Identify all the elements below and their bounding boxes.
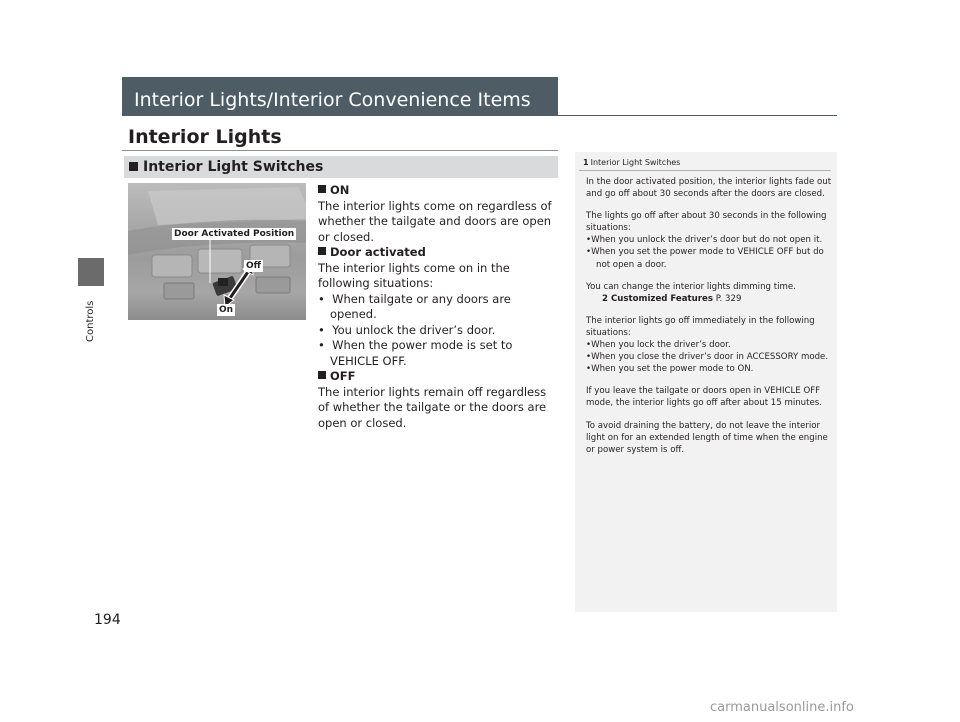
note-paragraph: If you leave the tailgate or doors open in VEHICLE OFF mode, the interior lights go off after about 15 minutes. [586, 386, 822, 409]
watermark: carmanualsonline.info [710, 700, 854, 715]
subheading-bar [124, 156, 558, 178]
list-item: • You unlock the driver’s door. [318, 322, 496, 337]
note-marker-icon: 1 [583, 158, 589, 167]
note-list-item: •When you set the power mode to ON. [586, 364, 754, 375]
note-list-item: •When you set the power mode to VEHICLE OFF but do not open a door. [586, 247, 824, 270]
note-paragraph: In the door activated position, the interior lights fade out and go off about 30 seconds after the doors are closed. [586, 177, 832, 200]
door-activated-description: The interior lights come on in the following situations: [318, 260, 510, 290]
switch-descriptions [318, 183, 556, 431]
off-heading: OFF [318, 369, 556, 385]
section-tab [78, 258, 104, 286]
note-list-item: •When you lock the driver’s door. [586, 340, 731, 351]
note-body [586, 176, 832, 456]
chapter-title-bar [122, 77, 558, 115]
list-item: • When tailgate or any doors are opened. [318, 291, 511, 321]
subheading: Interior Light Switches [143, 159, 324, 175]
section-label: Controls [85, 300, 96, 342]
note-paragraph: You can change the interior lights dimming time. [586, 281, 796, 292]
section-heading: Interior Lights [128, 126, 282, 148]
square-bullet-icon [129, 162, 138, 171]
list-item: • When the power mode is set to VEHICLE OFF. [318, 338, 513, 368]
square-bullet-icon [318, 247, 326, 255]
light-switch-photo [128, 183, 306, 320]
section-divider [122, 150, 558, 151]
console-illustration [128, 183, 306, 320]
off-description: The interior lights remain off regardless of whether the tailgate or the doors are open or closed. [318, 384, 547, 430]
off-label: Off [246, 261, 261, 271]
title-divider [122, 115, 837, 116]
chapter-title: Interior Lights/Interior Convenience Items [134, 89, 531, 111]
on-heading: ON [318, 183, 556, 199]
note-paragraph: The lights go off after about 30 seconds in the following situations: [586, 211, 827, 234]
door-activated-heading: Door activated [318, 245, 556, 261]
note-heading: 1 Interior Light Switches [583, 158, 681, 167]
page-number: 194 [94, 612, 121, 628]
note-divider [579, 170, 831, 171]
on-description: The interior lights come on regardless of whether the tailgate and doors are open or closed. [318, 198, 552, 244]
note-paragraph: To avoid draining the battery, do not leave the interior light on for an extended length of time when the engine or power system is off. [586, 420, 828, 455]
on-label: On [219, 305, 234, 315]
note-list-item: •When you unlock the driver’s door but do not open it. [586, 235, 823, 246]
square-bullet-icon [318, 371, 326, 379]
sidebar-note [575, 152, 837, 612]
note-paragraph: The interior lights go off immediately in the following situations: [586, 315, 815, 338]
square-bullet-icon [318, 185, 326, 193]
cross-reference-link[interactable]: 2 Customized Features P. 329 [602, 293, 742, 304]
door-activated-label: Door Activated Position [174, 229, 295, 239]
cross-reference-icon: 2 [602, 293, 608, 304]
note-list-item: •When you close the driver’s door in ACCESSORY mode. [586, 352, 829, 363]
